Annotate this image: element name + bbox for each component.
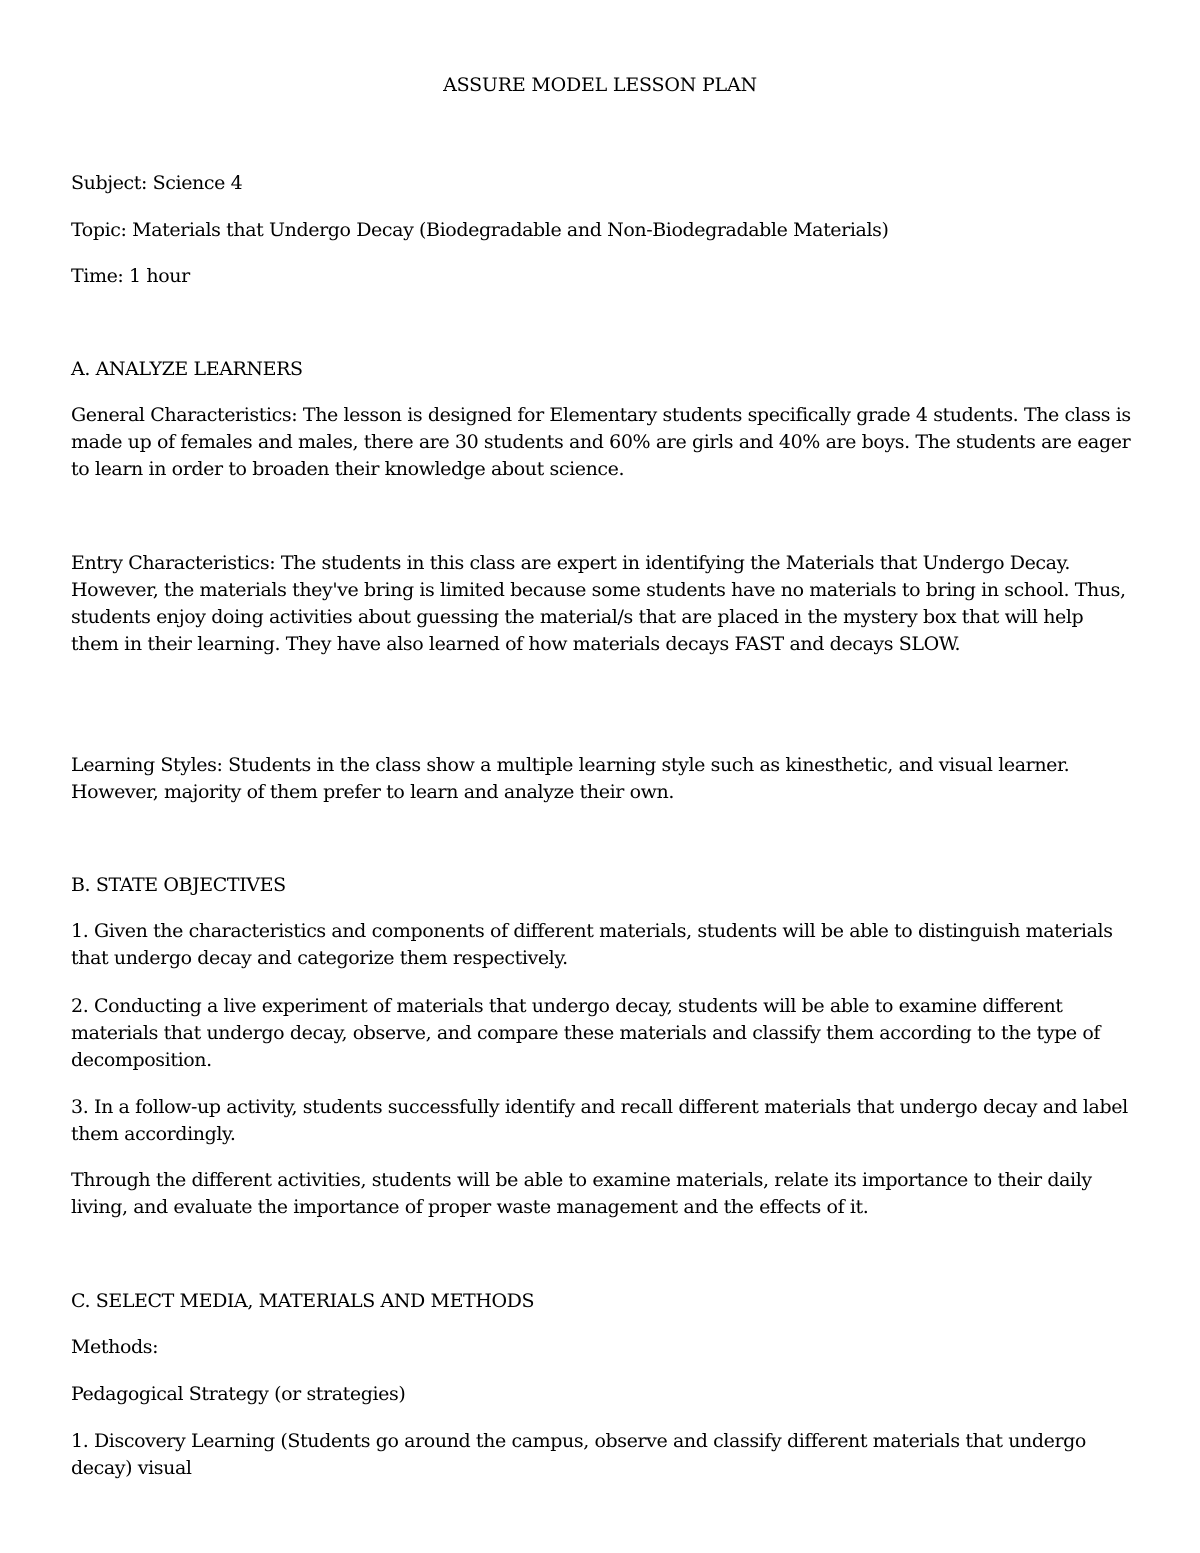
section-b-heading: B. STATE OBJECTIVES — [71, 874, 286, 896]
entry-characteristics-paragraph: Entry Characteristics: The students in this class are expert in identifying the Materials that Undergo Decay. However, the materials they've bring is limited because some students have no materials to bring in school. Thus, students enjoy doing activities about guessing the material/s that are placed in the mystery box that will help them in their learning. They have also learned of how materials decays FAST and decays SLOW. — [71, 552, 1126, 655]
time-line: Time: 1 hour — [71, 265, 190, 287]
section-c-heading: C. SELECT MEDIA, MATERIALS AND METHODS — [71, 1290, 535, 1312]
pedagogical-strategy-label: Pedagogical Strategy (or strategies) — [71, 1383, 406, 1405]
document-title: ASSURE MODEL LESSON PLAN — [443, 74, 757, 96]
section-a-heading: A. ANALYZE LEARNERS — [71, 358, 303, 380]
general-characteristics-paragraph: General Characteristics: The lesson is designed for Elementary students specifically grade 4 students. The class is made up of females and males, there are 30 students and 60% are girls and 40% are boys. The students are eager to learn in order to broaden their knowledge about science. — [71, 404, 1131, 480]
methods-label: Methods: — [71, 1336, 159, 1358]
topic-line: Topic: Materials that Undergo Decay (Biodegradable and Non-Biodegradable Materials) — [71, 219, 889, 241]
strategy-1-paragraph: 1. Discovery Learning (Students go around the campus, observe and classify different materials that undergo decay) visual — [71, 1430, 1086, 1479]
subject-line: Subject: Science 4 — [71, 172, 243, 194]
objective-1-paragraph: 1. Given the characteristics and components of different materials, students will be able to distinguish materials that undergo decay and categorize them respectively. — [71, 920, 1113, 969]
objective-2-paragraph: 2. Conducting a live experiment of materials that undergo decay, students will be able to examine different materials that undergo decay, observe, and compare these materials and classify them according to the type of decomposition. — [71, 995, 1101, 1071]
objective-3-paragraph: 3. In a follow-up activity, students successfully identify and recall different materials that undergo decay and label them accordingly. — [71, 1096, 1128, 1145]
objectives-summary-paragraph: Through the different activities, students will be able to examine materials, relate its importance to their daily living, and evaluate the importance of proper waste management and the effects of it. — [71, 1169, 1092, 1218]
learning-styles-paragraph: Learning Styles: Students in the class show a multiple learning style such as kinesthetic, and visual learner. However, majority of them prefer to learn and analyze their own. — [71, 754, 1070, 803]
